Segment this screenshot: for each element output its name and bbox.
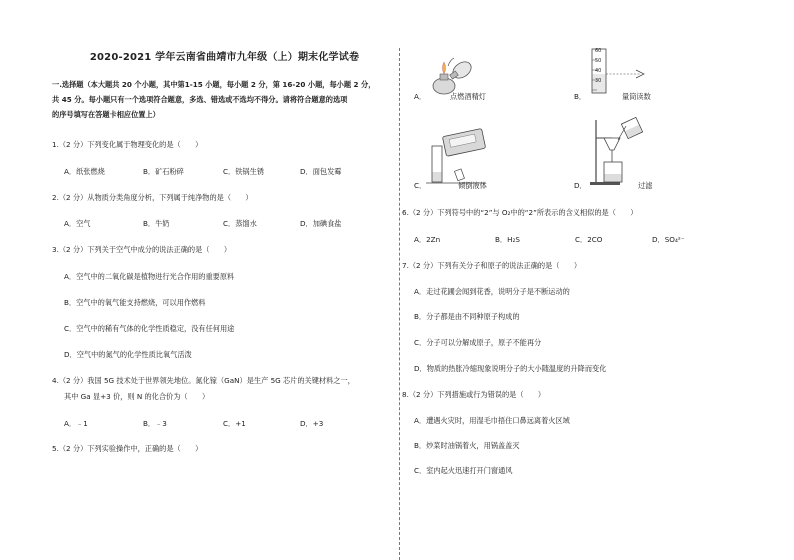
- q5-figure-c-caption: 倾倒液体: [458, 181, 487, 190]
- question-4-option-a[interactable]: A．﹣1: [64, 419, 88, 428]
- question-7-option-d[interactable]: D．物质的热胀冷缩现象说明分子的大小随温度的升降而变化: [414, 364, 607, 373]
- pouring-liquid-figure: [426, 128, 486, 184]
- question-1-stem: 1.（2 分）下列变化属于物理变化的是（ ）: [52, 140, 203, 149]
- section-instructions-line2: 共 45 分。每小题只有一个选项符合题意，多选、错选或不选均不得分。请将符合题意的选项: [52, 95, 348, 104]
- right-column: [402, 0, 762, 560]
- page-title: 2020-2021 学年云南省曲靖市九年级（上）期末化学试卷: [89, 52, 360, 63]
- question-1-option-d[interactable]: D．面包发霉: [300, 167, 342, 176]
- question-7-option-b[interactable]: B．分子都是由不同种原子构成的: [414, 312, 520, 321]
- cylinder-tick-30: 30: [595, 78, 602, 84]
- q5-figure-b-caption: 量筒读数: [622, 92, 651, 101]
- q5-figure-c-letter[interactable]: C．: [414, 181, 427, 190]
- question-6-option-a[interactable]: A．2Zn: [414, 235, 441, 244]
- question-8-stem: 8.（2 分）下列措施或行为错误的是（ ）: [402, 390, 546, 399]
- column-divider: [399, 48, 400, 560]
- q5-figure-a-caption: 点燃酒精灯: [450, 92, 486, 101]
- question-3-stem: 3.（2 分）下列关于空气中成分的说法正确的是（ ）: [52, 245, 232, 254]
- filtration-figure: [588, 116, 652, 186]
- question-5-stem: 5.（2 分）下列实验操作中，正确的是（ ）: [52, 444, 203, 453]
- question-8-option-a[interactable]: A．遭遇火灾时，用湿毛巾捂住口鼻远离着火区域: [414, 416, 570, 425]
- q5-figure-a-letter[interactable]: A．: [414, 92, 427, 101]
- question-6-stem: 6.（2 分）下列符号中的“2”与 O₂中的“2”所表示的含义相似的是（ ）: [402, 208, 638, 217]
- question-2-option-c[interactable]: C．蒸馏水: [223, 219, 257, 228]
- alcohol-lamp-figure: [424, 48, 484, 96]
- question-1-option-b[interactable]: B．矿石粉碎: [143, 167, 184, 176]
- question-8-option-b[interactable]: B．炒菜时油锅着火，用锅盖盖灭: [414, 441, 520, 450]
- question-8-option-c[interactable]: C．室内起火迅速打开门窗通风: [414, 466, 513, 475]
- question-1-option-a[interactable]: A．纸张燃烧: [64, 167, 105, 176]
- cylinder-tick-50: 50: [595, 58, 602, 64]
- question-6-option-d[interactable]: D．SO₄²⁻: [652, 235, 685, 244]
- question-4-option-d[interactable]: D．+3: [300, 419, 324, 428]
- question-2-option-a[interactable]: A．空气: [64, 219, 91, 228]
- question-3-option-d[interactable]: D．空气中的氮气的化学性质比氧气活泼: [64, 350, 192, 359]
- q5-figure-b-letter[interactable]: B．: [574, 92, 587, 101]
- question-1-option-c[interactable]: C．铁锅生锈: [223, 167, 264, 176]
- question-2-stem: 2.（2 分）从物质分类角度分析，下列属于纯净物的是（ ）: [52, 193, 253, 202]
- section-instructions-line1: 一.选择题（本大题共 20 个小题，其中第1-15 小题，每小题 2 分，第 16-20 小题，每小题 2 分，: [52, 80, 376, 89]
- question-3-option-c[interactable]: C．空气中的稀有气体的化学性质稳定，没有任何用途: [64, 324, 235, 333]
- question-2-option-d[interactable]: D．加碘食盐: [300, 219, 342, 228]
- question-7-stem: 7.（2 分）下列有关分子和原子的说法正确的是（ ）: [402, 261, 582, 270]
- question-7-option-c[interactable]: C．分子可以分解成原子，原子不能再分: [414, 338, 542, 347]
- q5-figure-d-letter[interactable]: D．: [574, 181, 587, 190]
- section-instructions-line3: 的序号填写在答题卡相应位置上）: [52, 110, 160, 119]
- question-6-option-b[interactable]: B．H₂S: [495, 235, 520, 244]
- cylinder-tick-40: 40: [595, 68, 602, 74]
- q5-figure-d-caption: 过滤: [638, 181, 653, 190]
- question-4-stem-line1: 4.（2 分）我国 5G 技术处于世界领先地位。氮化镓（GaN）是生产 5G 芯片的关键材料之一，: [52, 376, 355, 385]
- question-3-option-a[interactable]: A．空气中的二氧化碳是植物进行光合作用的重要原料: [64, 272, 235, 281]
- cylinder-tick-60: 60: [595, 48, 602, 54]
- question-6-option-c[interactable]: C．2CO: [575, 235, 603, 244]
- question-4-option-c[interactable]: C．+1: [223, 419, 246, 428]
- question-4-option-b[interactable]: B．﹣3: [143, 419, 167, 428]
- question-3-option-b[interactable]: B．空气中的氧气能支持燃烧，可以用作燃料: [64, 298, 206, 307]
- question-4-stem-line2: 其中 Ga 显+3 价，则 N 的化合价为（ ）: [64, 392, 210, 401]
- left-column: [52, 0, 397, 560]
- question-2-option-b[interactable]: B．牛奶: [143, 219, 170, 228]
- question-7-option-a[interactable]: A．走过花圃会闻到花香，说明分子是不断运动的: [414, 287, 570, 296]
